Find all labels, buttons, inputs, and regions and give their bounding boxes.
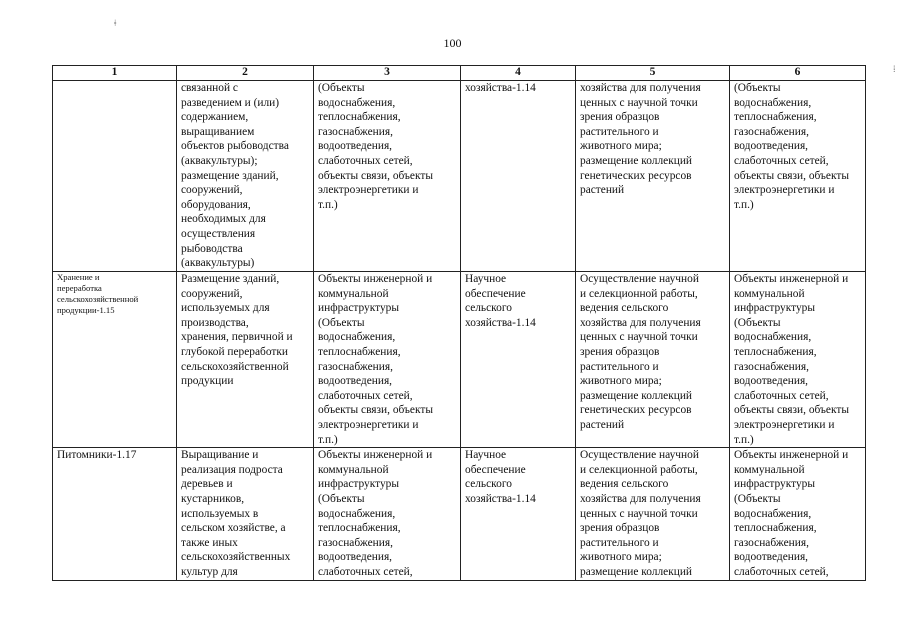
table-cell: Объекты инженерной и коммунальной инфраструктуры (Объекты водоснабжения, теплоснабжения, газоснабжения, водоотведения, слаботочных сетей, объекты связи, объекты электроэнергетики и т.п.) bbox=[730, 272, 866, 448]
table-cell: Объекты инженерной и коммунальной инфраструктуры (Объекты водоснабжения, теплоснабжения, газоснабжения, водоотведения, слаботочных сетей, объекты связи, объекты электроэнергетики и т.п.) bbox=[314, 272, 461, 448]
table-cell: Объекты инженерной и коммунальной инфраструктуры (Объекты водоснабжения, теплоснабжения, газоснабжения, водоотведения, слаботочных сетей, bbox=[730, 448, 866, 581]
table-cell: (Объекты водоснабжения, теплоснабжения, газоснабжения, водоотведения, слаботочных сетей, объекты связи, объекты электроэнергетики и т.п.) bbox=[314, 81, 461, 272]
table-row bbox=[53, 448, 866, 581]
table-header-row bbox=[53, 66, 866, 81]
table-cell: связанной с разведением и (или) содержанием, выращиванием объектов рыбоводства (аквакультуры); размещение зданий, сооружений, оборудования, необходимых для осуществления рыбоводства (аквакультуры) bbox=[177, 81, 314, 272]
page-number: 100 bbox=[443, 36, 462, 50]
column-header: 1 bbox=[53, 66, 177, 81]
table-cell: Размещение зданий, сооружений, используемых для производства, хранения, первичной и глубокой переработки сельскохозяйственной продукции bbox=[177, 272, 314, 448]
table-cell: Питомники-1.17 bbox=[53, 448, 177, 581]
table-cell: Осуществление научной и селекционной работы, ведения сельского хозяйства для получения ценных с научной точки зрения образцов растительного и животного мира; размещение коллекций генетических ресурсов растений bbox=[576, 272, 730, 448]
table-cell: (Объекты водоснабжения, теплоснабжения, газоснабжения, водоотведения, слаботочных сетей, объекты связи, объекты электроэнергетики и т.п.) bbox=[730, 81, 866, 272]
table-cell: хозяйства-1.14 bbox=[461, 81, 576, 272]
column-header: 2 bbox=[177, 66, 314, 81]
column-header: 4 bbox=[461, 66, 576, 81]
table-cell: хозяйства для получения ценных с научной точки зрения образцов растительного и животного мира; размещение коллекций генетических ресурсов растений bbox=[576, 81, 730, 272]
column-header: 6 bbox=[730, 66, 866, 81]
table-cell: Осуществление научной и селекционной работы, ведения сельского хозяйства для получения ценных с научной точки зрения образцов растительного и животного мира; размещение коллекций bbox=[576, 448, 730, 581]
table-cell bbox=[53, 81, 177, 272]
table-cell: Научное обеспечение сельского хозяйства-1.14 bbox=[461, 448, 576, 581]
table-row bbox=[53, 272, 866, 448]
table-cell: Объекты инженерной и коммунальной инфраструктуры (Объекты водоснабжения, теплоснабжения, газоснабжения, водоотведения, слаботочных сетей, bbox=[314, 448, 461, 581]
table-cell: Выращивание и реализация подроста деревьев и кустарников, используемых в сельском хозяйстве, а также иных сельскохозяйственных культур для bbox=[177, 448, 314, 581]
column-header: 3 bbox=[314, 66, 461, 81]
zoning-table bbox=[52, 65, 866, 581]
column-header: 5 bbox=[576, 66, 730, 81]
scan-speck: ⁞ bbox=[893, 64, 896, 74]
table-cell: Хранение и переработка сельскохозяйственной продукции-1.15 bbox=[53, 272, 177, 448]
table-row bbox=[53, 81, 866, 272]
table-cell: Научное обеспечение сельского хозяйства-1.14 bbox=[461, 272, 576, 448]
scan-speck: ǂ bbox=[114, 18, 117, 28]
